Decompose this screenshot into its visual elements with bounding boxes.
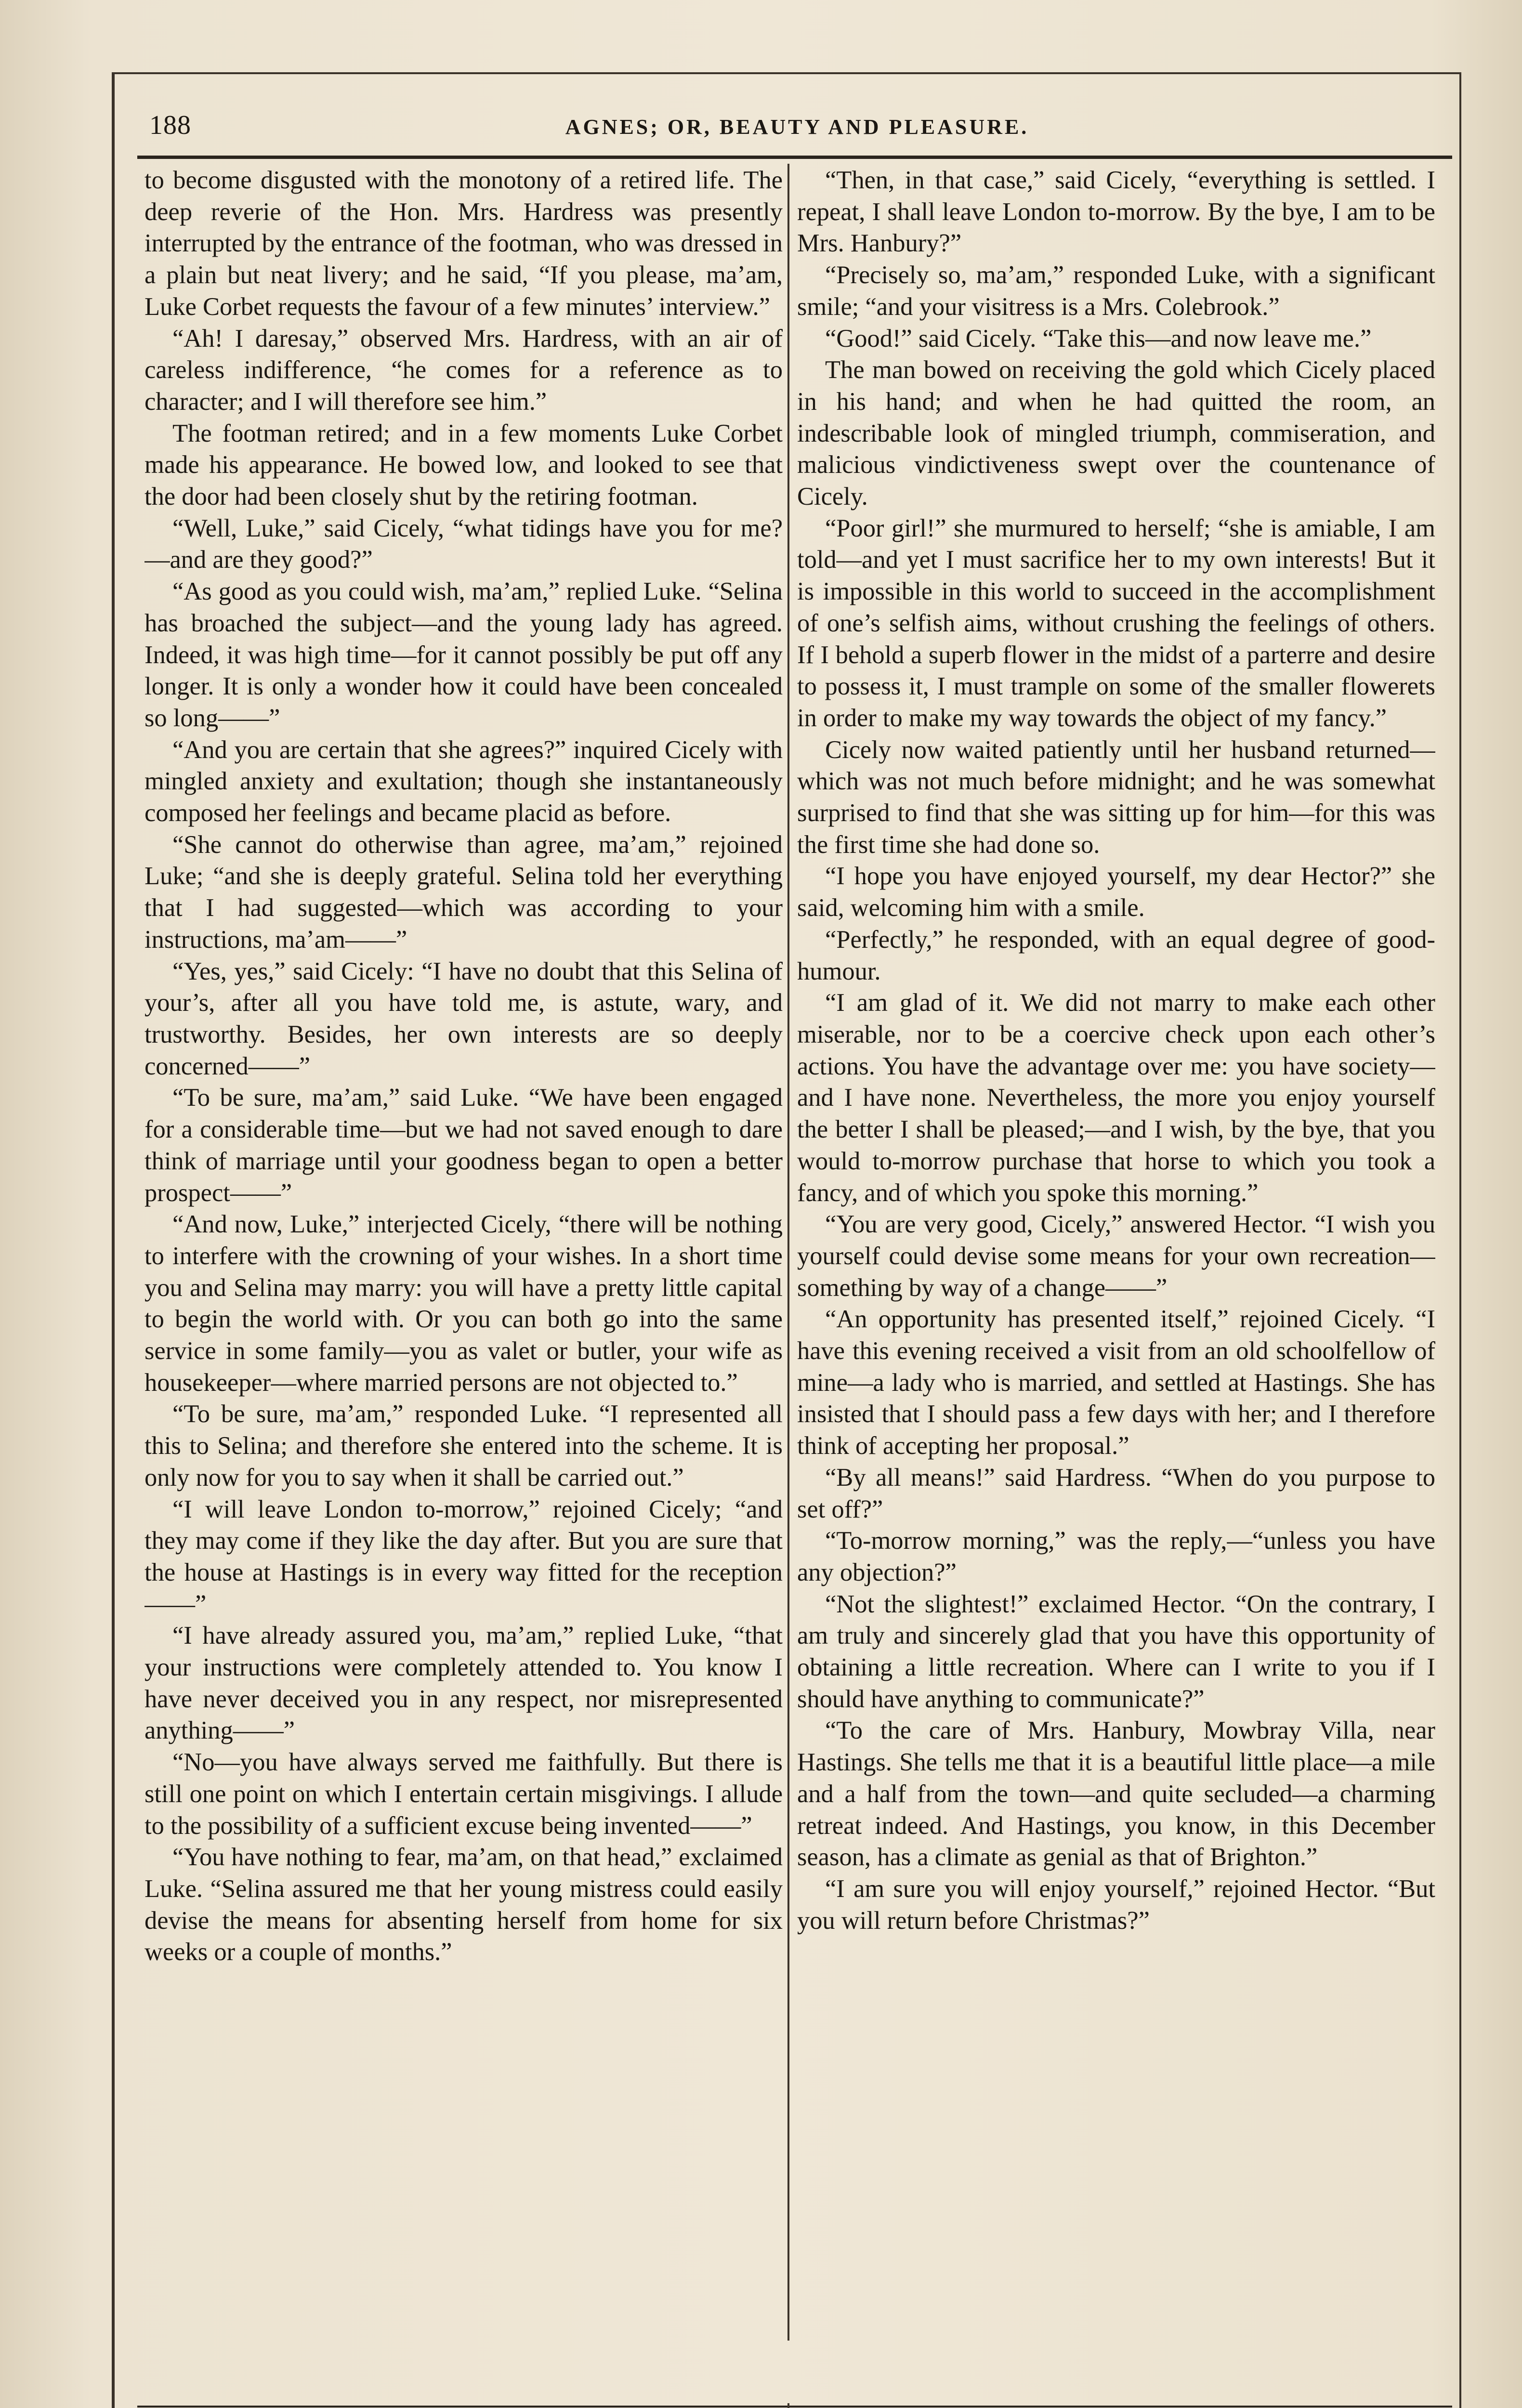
paragraph: “Ah! I daresay,” observed Mrs. Hardress, with an air of careless indifference, “he comes for a reference as to character; and I will therefore see him.” bbox=[144, 324, 783, 416]
paragraph: The footman retired; and in a few moments Luke Corbet made his appearance. He bowed low, and looked to see that the door had been closely shut by the retiring footman. bbox=[144, 419, 783, 511]
paragraph: “Precisely so, ma’am,” responded Luke, with a significant smile; “and your visitress is a Mrs. Colebrook.” bbox=[797, 261, 1435, 321]
left-column bbox=[144, 165, 783, 2399]
paragraph: “I am sure you will enjoy yourself,” rejoined Hector. “But you will return before Christmas?” bbox=[797, 1874, 1435, 1935]
paragraph: “Poor girl!” she murmured to herself; “she is amiable, I am told—and yet I must sacrifice her to my own interests! But it is impossible in this world to succeed in the accomplishment of one’s selfish aims, without crushing the feelings of others. If I behold a superb flower in the midst of a parterre and desire to possess it, I must trample on some of the smaller flowerets in order to make my way towards the object of my fancy.” bbox=[797, 514, 1435, 732]
paragraph: “I am glad of it. We did not marry to make each other miserable, nor to be a coercive check upon each other’s actions. You have the advantage over me: you have society—and I have none. Nevertheless, the more you enjoy yourself the better I shall be pleased;—and I wish, by the bye, that you would to-morrow purchase that horse to which you took a fancy, and of which you spoke this morning.” bbox=[797, 989, 1435, 1207]
page-number: 188 bbox=[149, 110, 191, 140]
header-rule bbox=[137, 156, 1452, 159]
paragraph: “I hope you have enjoyed yourself, my dear Hector?” she said, welcoming him with a smile. bbox=[797, 862, 1435, 922]
page-frame-left bbox=[112, 72, 115, 2408]
footer-rule bbox=[137, 2406, 1452, 2408]
paragraph: “Good!” said Cicely. “Take this—and now leave me.” bbox=[825, 324, 1372, 353]
paragraph: “And you are certain that she agrees?” inquired Cicely with mingled anxiety and exultation; though she instantaneously composed her feelings and became placid as before. bbox=[144, 735, 783, 827]
column-divider bbox=[787, 164, 789, 2341]
paragraph: “An opportunity has presented itself,” rejoined Cicely. “I have this evening received a visit from an old schoolfellow of mine—a lady who is married, and settled at Hastings. She has insisted that I should pass a few days with her; and I therefore think of accepting her proposal.” bbox=[797, 1305, 1435, 1460]
paragraph: “To the care of Mrs. Hanbury, Mowbray Villa, near Hastings. She tells me that it is a beautiful little place—a mile and a half from the town—and quite secluded—a charming retreat indeed. And Hastings, you know, in this December season, has a climate as genial as that of Brighton.” bbox=[797, 1716, 1435, 1871]
paragraph: “Not the slightest!” exclaimed Hector. “On the contrary, I am truly and sincerely glad that you have this opportunity of obtaining a little recreation. Where can I write to you if I should have anything to communicate?” bbox=[797, 1590, 1435, 1713]
page-header bbox=[140, 110, 1455, 148]
page-frame-top bbox=[112, 72, 1461, 74]
paragraph: “To-morrow morning,” was the reply,—“unless you have any objection?” bbox=[797, 1527, 1435, 1586]
paragraph: The man bowed on receiving the gold which Cicely placed in his hand; and when he had quitted the room, an indescribable look of mingled triumph, commiseration, and malicious vindictiveness swept over the countenance of Cicely. bbox=[797, 356, 1435, 511]
page-frame-right bbox=[1459, 72, 1461, 2408]
paragraph: “I have already assured you, ma’am,” replied Luke, “that your instructions were completely attended to. You know I have never deceived you in any respect, nor misrepresented anything——” bbox=[144, 1622, 783, 1745]
paragraph: “Yes, yes,” said Cicely: “I have no doubt that this Selina of your’s, after all you have told me, is astute, wary, and trustworthy. Besides, her own interests are so deeply concerned——” bbox=[144, 957, 783, 1080]
running-head: AGNES; OR, BEAUTY AND PLEASURE. bbox=[565, 115, 1029, 139]
paragraph: “You have nothing to fear, ma’am, on that head,” exclaimed Luke. “Selina assured me that her young mistress could easily devise the means for absenting herself from home for six weeks or a couple of months.” bbox=[144, 1843, 783, 1966]
paragraph: “Perfectly,” he responded, with an equal degree of good-humour. bbox=[797, 925, 1435, 985]
paragraph: “And now, Luke,” interjected Cicely, “there will be nothing to interfere with the crowning of your wishes. In a short time you and Selina may marry: you will have a pretty little capital to begin the world with. Or you can both go into the same service in some family—you as valet or butler, your wife as housekeeper—where married persons are not objected to.” bbox=[144, 1210, 783, 1397]
paragraph: “You are very good, Cicely,” answered Hector. “I wish you yourself could devise some means for your own recreation—something by way of a change——” bbox=[797, 1210, 1435, 1302]
paragraph: to become disgusted with the monotony of a retired life. The deep reverie of the Hon. Mrs. Hardress was presently interrupted by the entrance of the footman, who was dressed in a plain but neat livery; and he said, “If you please, ma’am, Luke Corbet requests the favour of a few minutes’ interview.” bbox=[144, 166, 783, 321]
paragraph: “Well, Luke,” said Cicely, “what tidings have you for me?—and are they good?” bbox=[144, 514, 783, 574]
paragraph: Cicely now waited patiently until her husband returned—which was not much before midnight; and he was somewhat surprised to find that she was sitting up for him—for this was the first time she had done so. bbox=[797, 735, 1435, 859]
right-column bbox=[797, 165, 1435, 2399]
footer-tick bbox=[787, 2403, 789, 2408]
paragraph: “To be sure, ma’am,” said Luke. “We have been engaged for a considerable time—but we had not saved enough to dare think of marriage until your goodness began to open a better prospect——” bbox=[144, 1084, 783, 1207]
paragraph: “By all means!” said Hardress. “When do you purpose to set off?” bbox=[797, 1463, 1435, 1523]
paragraph: “I will leave London to-morrow,” rejoined Cicely; “and they may come if they like the day after. But you are sure that the house at Hastings is in every way fitted for the reception——” bbox=[144, 1495, 783, 1618]
paragraph: “She cannot do otherwise than agree, ma’am,” rejoined Luke; “and she is deeply grateful. Selina told her everything that I had suggested—which was according to your instructions, ma’am——” bbox=[144, 830, 783, 954]
paragraph: “As good as you could wish, ma’am,” replied Luke. “Selina has broached the subject—and the young lady has agreed. Indeed, it was high time—for it cannot possibly be put off any longer. It is only a wonder how it could have been concealed so long——” bbox=[144, 577, 783, 732]
paragraph: “No—you have always served me faithfully. But there is still one point on which I entertain certain misgivings. I allude to the possibility of a sufficient excuse being invented——” bbox=[144, 1748, 783, 1840]
paragraph: “Then, in that case,” said Cicely, “everything is settled. I repeat, I shall leave London to-morrow. By the bye, I am to be Mrs. Hanbury?” bbox=[797, 166, 1435, 258]
paragraph: “To be sure, ma’am,” responded Luke. “I represented all this to Selina; and therefore she entered into the scheme. It is only now for you to say when it shall be carried out.” bbox=[144, 1400, 783, 1492]
